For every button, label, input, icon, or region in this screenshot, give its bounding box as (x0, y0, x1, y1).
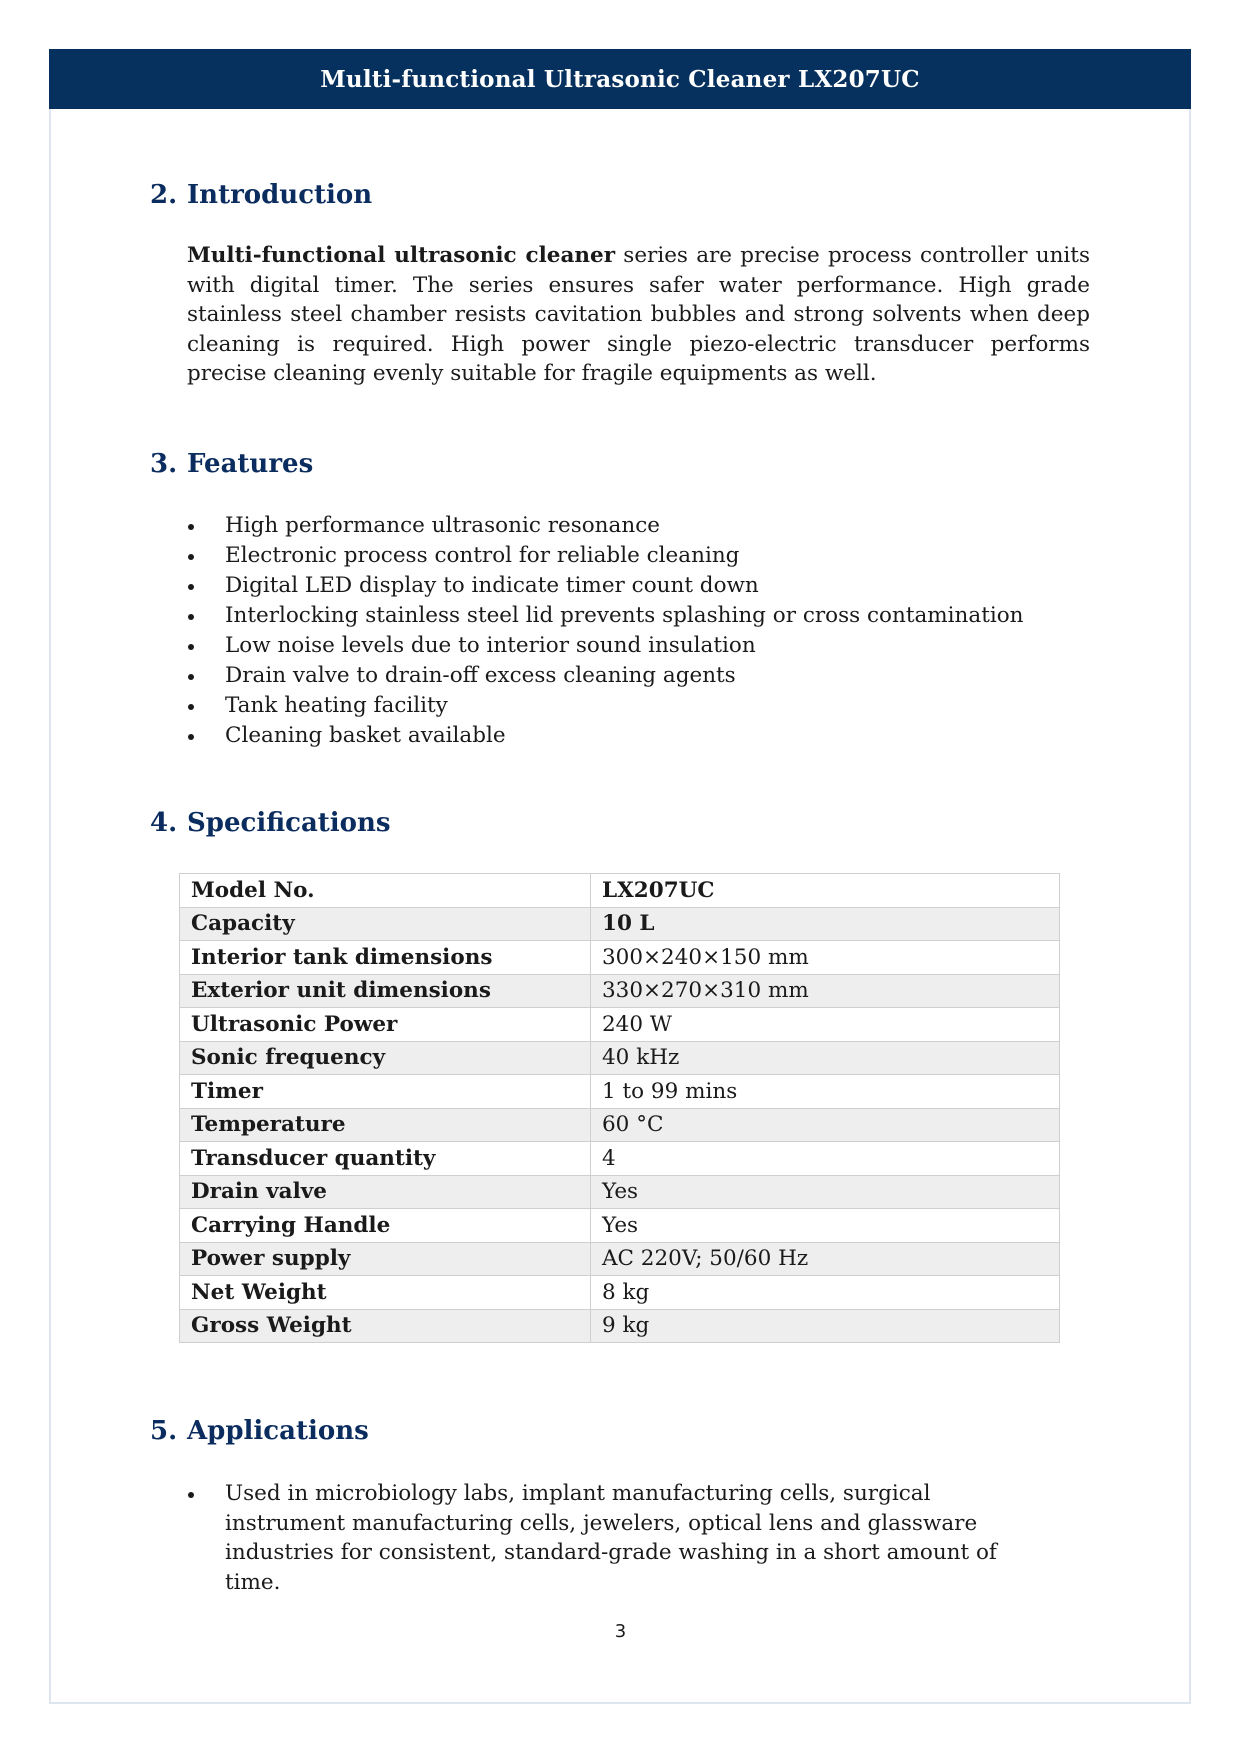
section-number: 5. (150, 1416, 178, 1446)
spec-label: Exterior unit dimensions (180, 974, 591, 1008)
table-row (180, 1108, 1060, 1142)
list-item-text: Cleaning basket available (225, 723, 506, 748)
document-title: Multi-functional Ultrasonic Cleaner LX207UC (320, 65, 920, 93)
spec-value: AC 220V; 50/60 Hz (591, 1242, 1060, 1276)
table-row (180, 1209, 1060, 1243)
table-row (180, 1242, 1060, 1276)
spec-label: Gross Weight (180, 1309, 591, 1343)
spec-label: Net Weight (180, 1276, 591, 1310)
spec-value: 4 (591, 1142, 1060, 1176)
spec-value: 60 °C (591, 1108, 1060, 1142)
table-row (180, 1041, 1060, 1075)
applications-list (187, 1479, 1055, 1597)
spec-label: Timer (180, 1075, 591, 1109)
bullet-icon (188, 644, 194, 650)
spec-label: Transducer quantity (180, 1142, 591, 1176)
spec-label: Drain valve (180, 1175, 591, 1209)
spec-value: 9 kg (591, 1309, 1060, 1343)
table-row (180, 907, 1060, 941)
spec-label: Sonic frequency (180, 1041, 591, 1075)
spec-value: Yes (591, 1209, 1060, 1243)
table-row (180, 1175, 1060, 1209)
table-row (180, 1276, 1060, 1310)
specifications-table (179, 873, 1060, 1343)
list-item-text: Drain valve to drain-off excess cleaning agents (225, 663, 736, 688)
list-item (187, 571, 1024, 601)
section-number: 2. (150, 180, 178, 210)
spec-label: Carrying Handle (180, 1209, 591, 1243)
list-item (187, 601, 1024, 631)
list-item-text: Digital LED display to indicate timer count down (225, 573, 759, 598)
list-item (187, 631, 1024, 661)
spec-label: Ultrasonic Power (180, 1008, 591, 1042)
list-item-text: Low noise levels due to interior sound insulation (225, 633, 756, 658)
bullet-icon (188, 554, 194, 560)
table-row (180, 1142, 1060, 1176)
spec-value: Yes (591, 1175, 1060, 1209)
spec-value: 8 kg (591, 1276, 1060, 1310)
table-row (180, 874, 1060, 908)
spec-value: LX207UC (591, 874, 1060, 908)
list-item (187, 721, 1024, 751)
spec-value: 330×270×310 mm (591, 974, 1060, 1008)
section-title: Features (187, 449, 314, 479)
applications-heading (150, 1416, 369, 1446)
list-item (187, 511, 1024, 541)
list-item (187, 691, 1024, 721)
bullet-icon (188, 734, 194, 740)
bullet-icon (188, 674, 194, 680)
list-item (187, 541, 1024, 571)
section-number: 4. (150, 808, 178, 838)
spec-value: 300×240×150 mm (591, 941, 1060, 975)
features-list (187, 511, 1024, 751)
table-row (180, 1008, 1060, 1042)
spec-value: 240 W (591, 1008, 1060, 1042)
bullet-icon (188, 1492, 194, 1498)
spec-label: Model No. (180, 874, 591, 908)
section-title: Applications (187, 1416, 369, 1446)
introduction-paragraph (187, 241, 1090, 389)
list-item-text: Electronic process control for reliable cleaning (225, 543, 740, 568)
section-title: Specifications (187, 808, 391, 838)
spec-label: Capacity (180, 907, 591, 941)
table-row (180, 1075, 1060, 1109)
list-item (187, 1479, 1055, 1597)
table-row (180, 941, 1060, 975)
bullet-icon (188, 704, 194, 710)
spec-value: 10 L (591, 907, 1060, 941)
spec-value: 1 to 99 mins (591, 1075, 1060, 1109)
section-title: Introduction (187, 180, 373, 210)
spec-label: Power supply (180, 1242, 591, 1276)
introduction-body: series are precise process controller units with digital timer. The series ensures safer water performance. High grade stainless steel chamber resists cavitation bubbles and strong solvents when deep cleaning is required. High power single piezo-electric transducer performs precise cleaning evenly suitable for fragile equipments as well. (187, 243, 1090, 386)
spec-value: 40 kHz (591, 1041, 1060, 1075)
table-row (180, 974, 1060, 1008)
list-item-text: Tank heating facility (225, 693, 448, 718)
specifications-heading (150, 808, 391, 838)
bullet-icon (188, 614, 194, 620)
table-row (180, 1309, 1060, 1343)
page-number: 3 (614, 1621, 627, 1642)
spec-label: Temperature (180, 1108, 591, 1142)
list-item-text: High performance ultrasonic resonance (225, 513, 660, 538)
section-number: 3. (150, 449, 178, 479)
bullet-icon (188, 524, 194, 530)
list-item-text: Interlocking stainless steel lid prevents splashing or cross contamination (225, 603, 1024, 628)
spec-label: Interior tank dimensions (180, 941, 591, 975)
introduction-lead: Multi-functional ultrasonic cleaner (187, 243, 616, 268)
document-header (49, 49, 1191, 109)
bullet-icon (188, 584, 194, 590)
list-item-text: Used in microbiology labs, implant manufacturing cells, surgical instrument manufacturing cells, jewelers, optical lens and glassware industries for consistent, standard-grade washing in a short amount of time. (225, 1481, 997, 1595)
features-heading (150, 449, 313, 479)
introduction-heading (150, 180, 372, 210)
list-item (187, 661, 1024, 691)
